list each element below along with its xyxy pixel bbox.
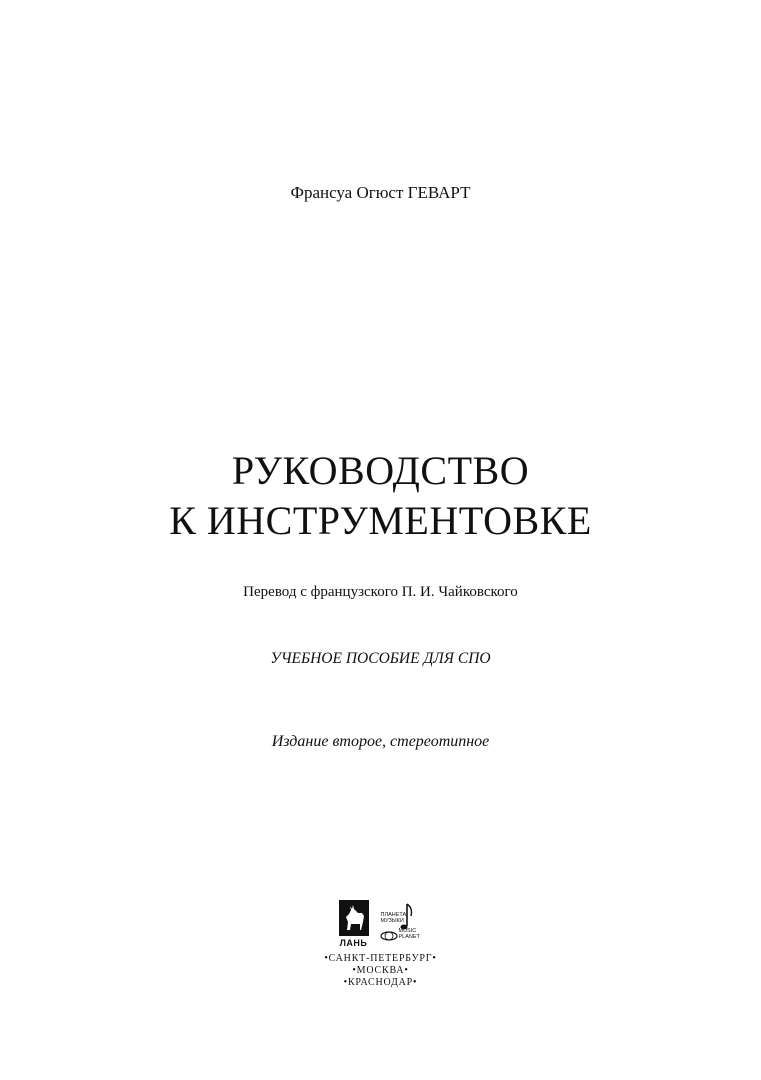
- city-line: •САНКТ-ПЕТЕРБУРГ•: [324, 953, 437, 964]
- translation-note: Перевод с французского П. И. Чайковского: [243, 584, 518, 600]
- music-logo-text-en: MUSIC PLANET: [398, 928, 420, 940]
- book-title: [0, 446, 761, 546]
- music-planet-logo: [377, 900, 425, 948]
- book-title-line-2: К ИНСТРУМЕНТОВКЕ: [169, 498, 592, 543]
- city-line: •КРАСНОДАР•: [343, 977, 418, 988]
- music-note-icon: [377, 900, 425, 948]
- lan-logo-text: ЛАНЬ: [339, 938, 368, 948]
- author-name: Франсуа Огюст ГЕВАРТ: [290, 183, 471, 202]
- education-note: УЧЕБНОЕ ПОСОБИЕ ДЛЯ СПО: [270, 650, 491, 667]
- edition-note: Издание второе, стереотипное: [271, 733, 490, 750]
- music-logo-text-ru: ПЛАНЕТА МУЗЫКИ: [380, 912, 407, 924]
- city-line: •МОСКВА•: [352, 965, 409, 976]
- publisher-logos: [0, 900, 761, 952]
- lan-logo: [337, 900, 371, 952]
- publisher-cities: [0, 953, 761, 989]
- book-title-line-1: РУКОВОДСТВО: [231, 448, 530, 493]
- deer-icon: [339, 900, 369, 936]
